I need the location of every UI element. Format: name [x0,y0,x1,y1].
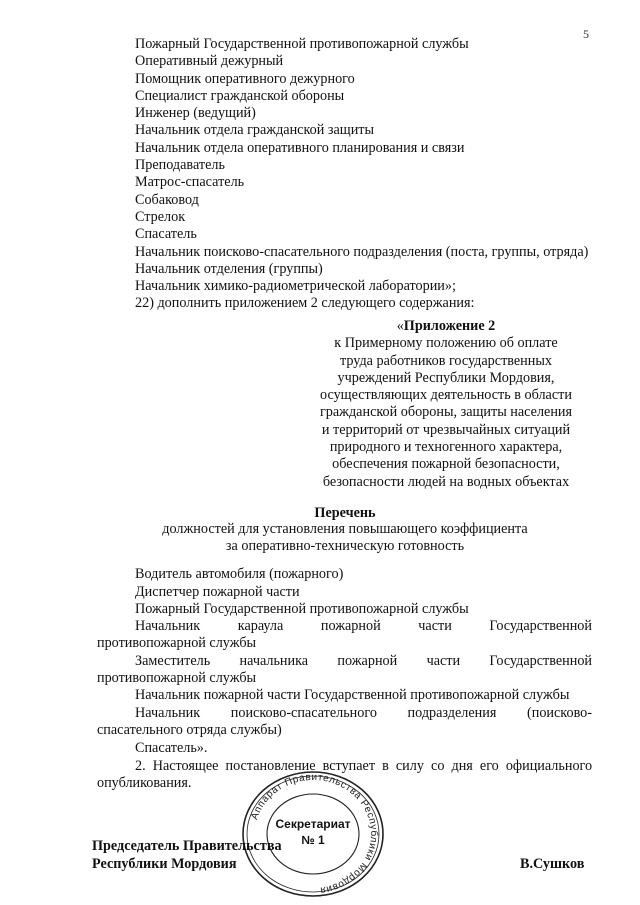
list-item: Начальник отдела оперативного планирования и связи [135,139,465,156]
word: его [479,758,499,774]
list-b-subtitle: за оперативно-техническую готовность [225,538,465,554]
appendix-title-text: Приложение 2 [403,318,496,334]
list-b-title: Перечень [314,505,376,521]
list-b-item: Пожарный Государственной противопожарной службы [135,601,469,617]
official-stamp [238,770,388,898]
appendix-line: труда работников государственных [339,352,552,369]
list-item: Спасатель [135,226,197,243]
signature-position: Республики Мордовия [92,856,237,872]
list-item: Начальник поисково-спасательного подразделения (поста, группы, отряда) [135,243,589,260]
list-b-item [97,618,592,635]
list-item: Стрелок [135,208,186,225]
word: поисково-спасательного [230,705,377,721]
word: 2. [135,758,146,774]
stamp-outer-text: Аппарат Правительства Республики Мордовия [249,771,380,896]
word: со [431,758,445,774]
appendix-header [296,318,596,491]
list-b-item: Диспетчер пожарной части [135,584,300,600]
appendix-line: гражданской обороны, защиты населения [319,404,573,421]
list-item: Преподаватель [135,157,225,174]
word: подразделения [407,705,497,721]
list-item: Инженер (ведущий) [135,105,256,122]
stamp-inner-number: № 1 [301,833,325,847]
appendix-line: осуществляющих деятельность в области [320,387,572,404]
appendix-line: безопасности людей на водных объектах [322,473,570,490]
word: силу [395,758,424,774]
word: Государственной [489,618,592,634]
list-item: Собаковод [135,191,199,208]
list-item: Начальник отделения (группы) [135,260,323,277]
appendix-line: и территорий от чрезвычайных ситуаций [321,421,571,438]
list-b-item: Водитель автомобиля (пожарного) [135,566,344,582]
word: пожарной [337,653,398,669]
word: части [426,653,461,669]
word: пожарной [320,618,381,634]
list-item: Пожарный Государственной противопожарной службы [135,36,469,52]
appendix-line: к Примерному положению об оплате [334,335,558,352]
appendix-title [296,318,596,335]
list-b-item-cont: противопожарной службы [97,635,257,651]
word: (поисково- [527,705,592,721]
word: официального [505,758,593,774]
position-list-a [135,36,588,313]
list-b-subtitle: должностей для установления повышающего коэффициента [162,521,528,537]
point-2-cont: опубликования. [97,775,192,791]
item-22: 22) дополнить приложением 2 следующего содержания: [135,295,475,312]
word: Настоящее [152,758,219,774]
list-item: Помощник оперативного дежурного [135,70,355,87]
appendix-line: обеспечения пожарной безопасности, [332,456,560,473]
list-item: Оперативный дежурный [135,53,284,70]
word: Заместитель [135,653,211,669]
appendix-line: природного и техногенного характера, [329,439,563,456]
signature-name: В.Сушков [520,856,585,872]
list-item: Специалист гражданской обороны [135,87,345,104]
list-item: Начальник химико-радиометрической лаборатории»; [135,278,456,295]
word: в [382,758,389,774]
list-item: Начальник отдела гражданской защиты [135,122,375,139]
word: вступает [322,758,376,774]
page-number: 5 [583,27,589,41]
word: дня [451,758,473,774]
list-item: Матрос-спасатель [135,174,245,191]
signature-position: Председатель Правительства [92,838,282,854]
word: начальника [239,653,309,669]
list-b-item [97,705,592,722]
list-b-item-cont: противопожарной службы [97,670,257,686]
appendix-line: учреждений Республики Мордовия, [337,369,555,386]
appendix-quote: « [396,318,404,334]
word: Начальник [135,705,201,721]
word: Государственной [489,653,593,669]
stamp-inner-text: Секретариат [275,817,351,831]
list-b-item: Спасатель». [135,740,208,756]
word: Начальник [135,618,201,634]
list-b-item-cont: спасательного отряда службы) [97,722,282,738]
word: караула [237,618,284,634]
word: части [418,618,452,634]
list-b-item: Начальник пожарной части Государственной противопожарной службы [135,687,570,703]
word: постановление [225,758,316,774]
list-b-item [97,653,592,670]
